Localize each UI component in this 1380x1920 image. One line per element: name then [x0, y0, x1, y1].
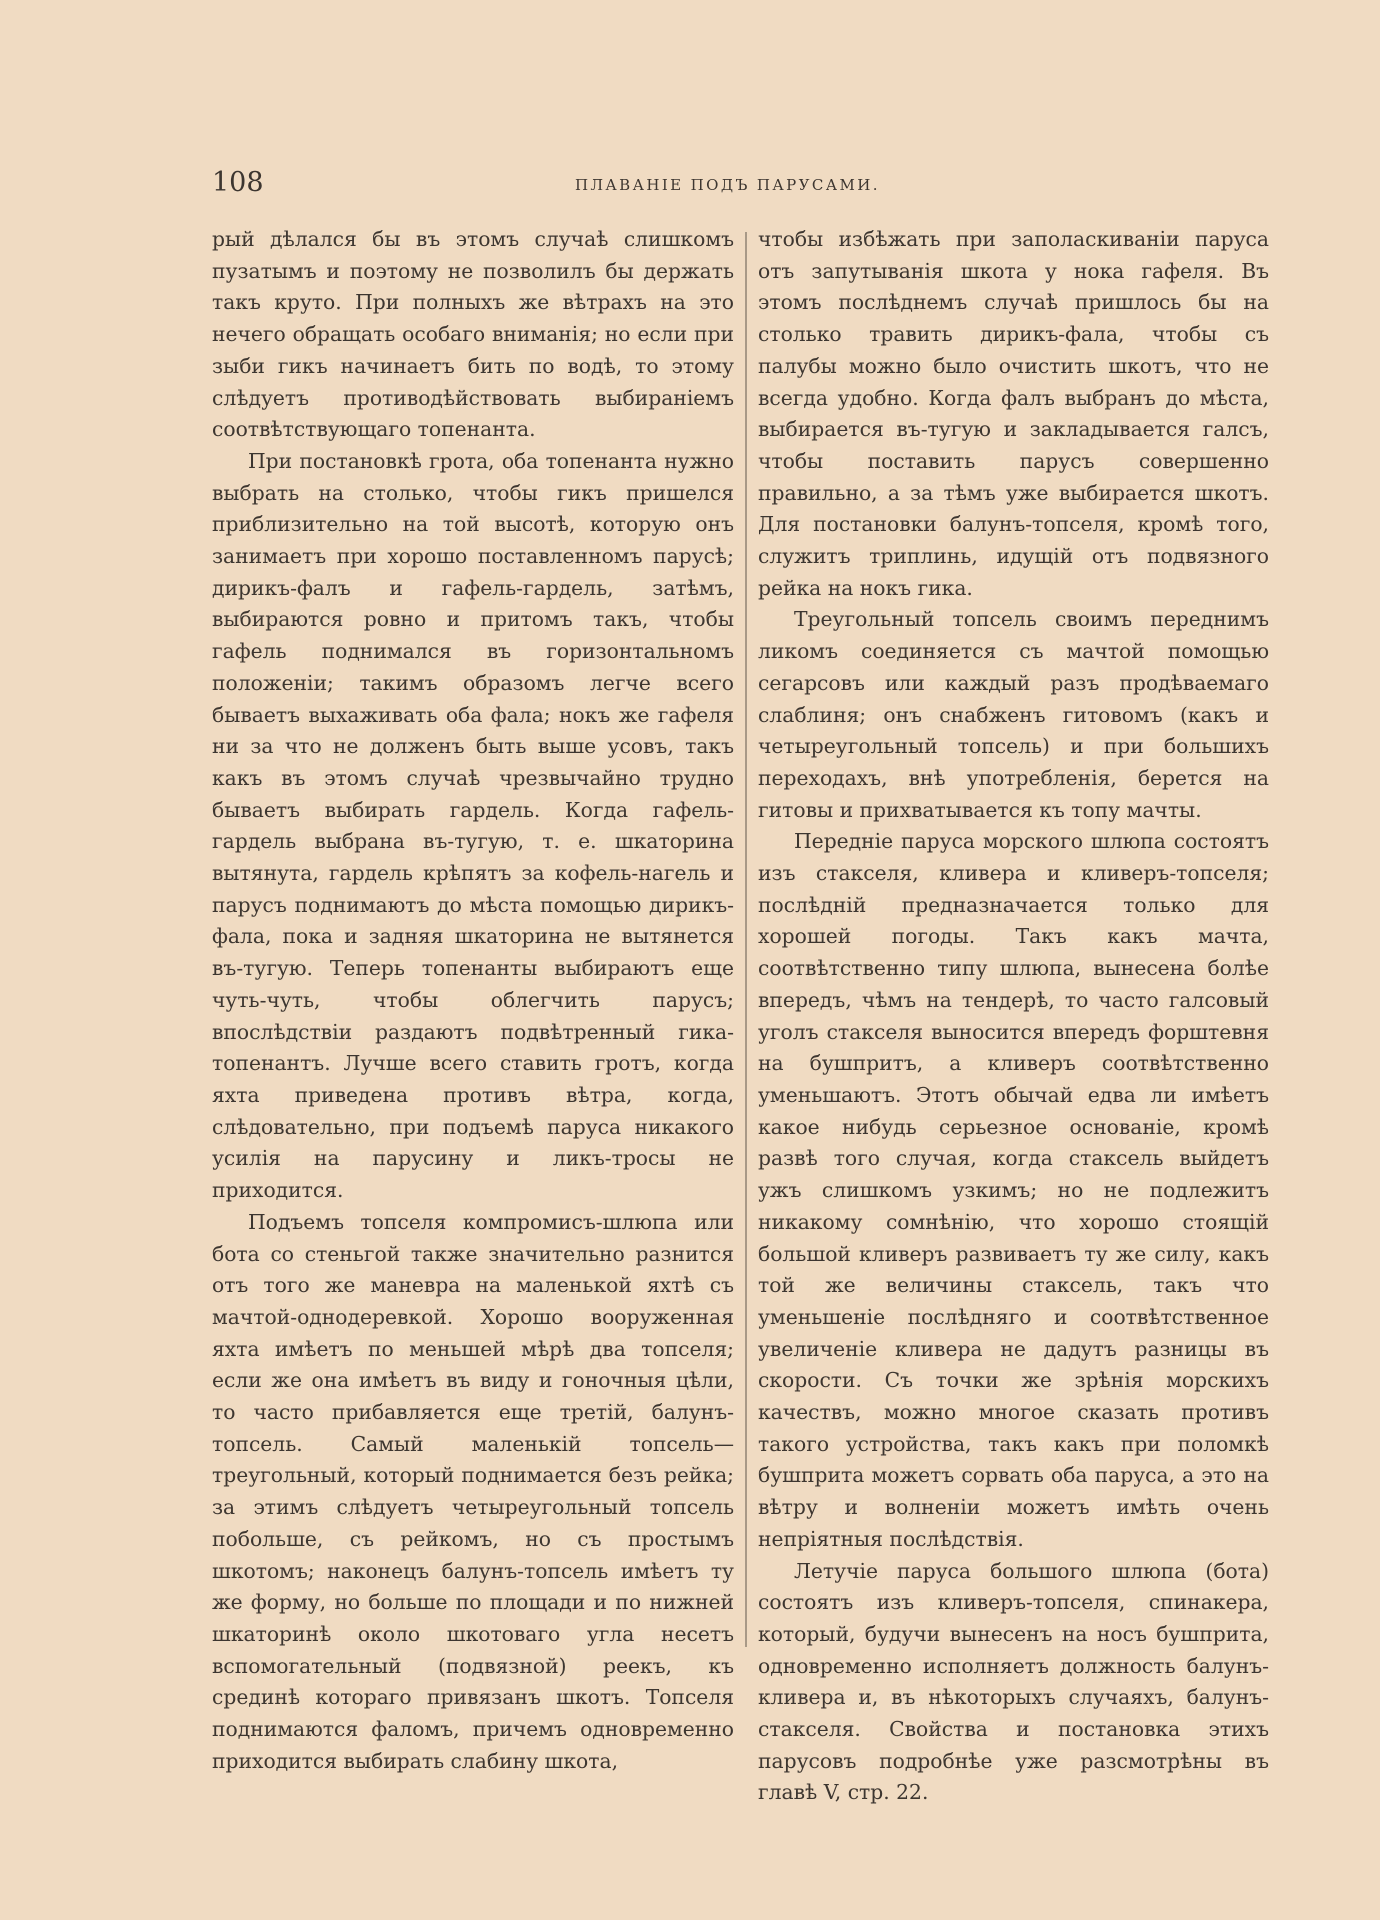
- paragraph: Треугольный топсель своимъ переднимъ ликомъ соединяется съ мачтой помощью сегарсовъ или каждый разъ продѣваемаго слаблиня; онъ снабженъ гитовомъ (какъ и четыреугольный топсель) и при большихъ переходахъ, внѣ употребленія, берется на гитовы и прихватывается къ топу мачты.: [758, 607, 1269, 822]
- column-divider: [745, 232, 747, 1647]
- paragraph: рый дѣлался бы въ этомъ случаѣ слишкомъ пузатымъ и поэтому не позволилъ бы держать такъ круто. При полныхъ же вѣтрахъ на это нечего обращать особаго вниманія; но если при зыби гикъ начинаетъ бить по водѣ, то этому слѣдуетъ противодѣйствовать выбираніемъ соотвѣтствующаго топенанта.: [212, 227, 734, 442]
- page-number: 108: [212, 167, 264, 198]
- left-column: [212, 224, 734, 1777]
- paragraph: Подъемъ топселя компромисъ-шлюпа или бота со стеньгой также значительно разнится отъ того же маневра на маленькой яхтѣ съ мачтой-однодеревкой. Хорошо вооруженная яхта имѣетъ по меньшей мѣрѣ два топселя; если же она имѣетъ въ виду и гоночныя цѣли, то часто прибавляется еще третій, балунъ-топсель. Самый маленькій топсель—треугольный, который поднимается безъ рейка; за этимъ слѣдуетъ четыреугольный топсель побольше, съ рейкомъ, но съ простымъ шкотомъ; наконецъ балунъ-топсель имѣетъ ту же форму, но больше по площади и по нижней шкаторинѣ около шкотоваго угла несетъ вспомогательный (подвязной) реекъ, къ срединѣ котораго привязанъ шкотъ. Топселя поднимаются фаломъ, причемъ одновременно приходится выбирать слабину шкота,: [212, 1209, 734, 1773]
- paragraph: Летучіе паруса большого шлюпа (бота) состоятъ изъ кливеръ-топселя, спинакера, который, будучи вынесенъ на носъ бушприта, одновременно исполняетъ должность балунъ-кливера и, въ нѣкоторыхъ случаяхъ, балунъ-стакселя. Свойства и постановка этихъ парусовъ подробнѣе уже разсмотрѣны въ главѣ V, стр. 22.: [758, 1558, 1269, 1805]
- right-column: [758, 224, 1269, 1809]
- running-title: ПЛАВАНІЕ ПОДЪ ПАРУСАМИ.: [575, 176, 880, 194]
- paragraph: При постановкѣ грота, оба топенанта нужно выбрать на столько, чтобы гикъ пришелся приблизительно на той высотѣ, которую онъ занимаетъ при хорошо поставленномъ парусѣ; дирикъ-фалъ и гафель-гардель, затѣмъ, выбираются ровно и притомъ такъ, чтобы гафель поднимался въ горизонтальномъ положеніи; такимъ образомъ легче всего бываетъ выхаживать оба фала; нокъ же гафеля ни за что не долженъ быть выше усовъ, такъ какъ въ этомъ случаѣ чрезвычайно трудно бываетъ выбирать гардель. Когда гафель-гардель выбрана въ-тугую, т. е. шкаторина вытянута, гардель крѣпятъ за кофель-нагель и парусъ поднимаютъ до мѣста помощью дирикъ-фала, пока и задняя шкаторина не вытянется въ-тугую. Теперь топенанты выбираютъ еще чуть-чуть, чтобы облегчить парусъ; впослѣдствіи раздаютъ подвѣтренный гика-топенантъ. Лучше всего ставить гротъ, когда яхта приведена противъ вѣтра, когда, слѣдовательно, при подъемѣ паруса никакого усилія на парусину и ликъ-тросы не приходится.: [212, 448, 734, 1203]
- paragraph: чтобы избѣжать при заполаскиваніи паруса отъ запутыванія шкота у нока гафеля. Въ этомъ послѣднемъ случаѣ пришлось бы на столько травить дирикъ-фала, чтобы съ палубы можно было очистить шкотъ, что не всегда удобно. Когда фалъ выбранъ до мѣста, выбирается въ-тугую и закладывается галсъ, чтобы поставить парусъ совершенно правильно, а за тѣмъ уже выбирается шкотъ. Для постановки балунъ-топселя, кромѣ того, служитъ триплинь, идущій отъ подвязного рейка на нокъ гика.: [758, 227, 1269, 600]
- paragraph: Передніе паруса морского шлюпа состоятъ изъ стакселя, кливера и кливеръ-топселя; послѣдній предназначается только для хорошей погоды. Такъ какъ мачта, соотвѣтственно типу шлюпа, вынесена болѣе впередъ, чѣмъ на тендерѣ, то часто галсовый уголъ стакселя выносится впередъ форштевня на бушпритъ, а кливеръ соотвѣтственно уменьшаютъ. Этотъ обычай едва ли имѣетъ какое нибудь серьезное основаніе, кромѣ развѣ того случая, когда стаксель выйдетъ ужъ слишкомъ узкимъ; но не подлежитъ никакому сомнѣнію, что хорошо стоящій большой кливеръ развиваетъ ту же силу, какъ той же величины стаксель, такъ что уменьшеніе послѣдняго и соотвѣтственное увеличеніе кливера не дадутъ разницы въ скорости. Съ точки же зрѣнія морскихъ качествъ, можно многое сказать противъ такого устройства, такъ какъ при поломкѣ бушприта можетъ сорвать оба паруса, а это на вѣтру и волненіи можетъ имѣть очень непріятныя послѣдствія.: [758, 829, 1269, 1551]
